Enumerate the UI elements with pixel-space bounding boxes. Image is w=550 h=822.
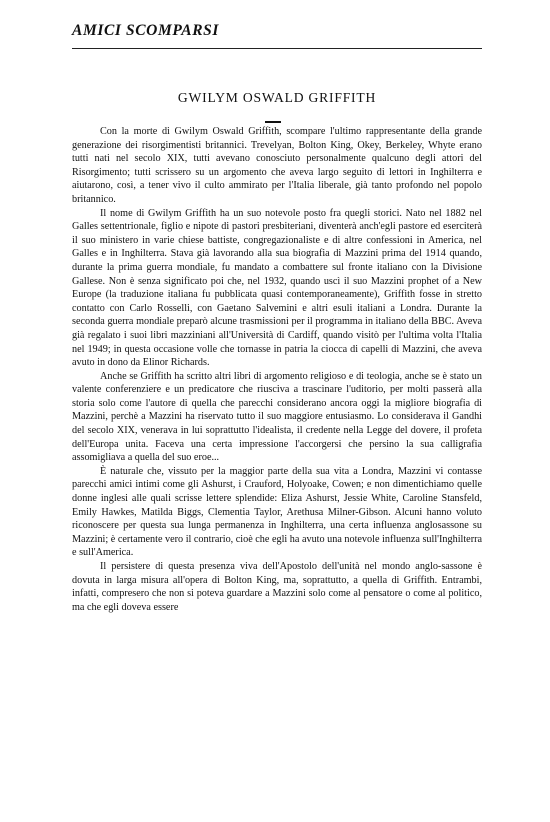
title-divider bbox=[265, 121, 281, 123]
article-body bbox=[72, 125, 482, 614]
article-title: GWILYM OSWALD GRIFFITH bbox=[177, 90, 377, 105]
section-header: AMICI SCOMPARSI bbox=[72, 22, 219, 39]
paragraph-1: Con la morte di Gwilym Oswald Griffith, scompare l'ultimo rappresentante della grande generazione dei risorgimentisti britannici. Trevelyan, Bolton King, Okey, Berkeley, Whyte erano tutti nati nel secolo XIX, tutti avevano conosciuto personalmente qualcuno degli attori del Risorgimento; tutti scrissero su un argomento che aveva largo seguito di lettori in Inghilterra e aiutarono, così, a tener vivo il culto ammirato per l'Italia liberale, già tanto profondo nel popolo britannico. bbox=[72, 126, 482, 205]
paragraph-5: Il persistere di questa presenza viva dell'Apostolo dell'unità nel mondo anglo-sassone è dovuta in larga misura all'opera di Bolton King, ma, soprattutto, a quella di Griffith. Entrambi, infatti, compresero che non si poteva guardare a Mazzini solo come al pensatore o come al politico, ma che egli doveva essere bbox=[72, 561, 482, 613]
paragraph-2: Il nome di Gwilym Griffith ha un suo notevole posto fra quegli storici. Nato nel 1882 nel Galles settentrionale, figlio e nipote di pastori presbiteriani, diventerà anch'egli pastore ed eserciterà il suo ministero in varie chiese battiste, congregazionaliste e di altre confessioni in America, nel Galles e in Inghilterra. Stava già lavorando alla sua biografia di Mazzini prima del 1914 quando, durante la prima guerra mondiale, fu mandato a combattere sul fronte italiano con la Divisione Gallese. Non è senza significato poi che, nel 1932, quando uscì il suo Mazzini prophet of a New Europe (la traduzione italiana fu pubblicata quasi contemporaneamente), Griffith fosse in stretto contatto con Carlo Rosselli, con Gaetano Salvemini e altri esuli italiani a Londra. Durante la seconda guerra mondiale preparò alcune trasmissioni per il programma in italiano della BBC. Aveva già regalato i suoi libri mazziniani all'Università di Cardiff, quando visitò per l'ultima volta l'Italia nel 1949; in questa occasione volle che tornasse in patria la ciocca di capelli di Mazzini, che aveva avuto in dono da Elinor Richards. bbox=[72, 207, 482, 369]
paragraph-3: Anche se Griffith ha scritto altri libri di argomento religioso e di teologia, anche se è stato un valente conferenziere e un predicatore che riusciva a trascinare l'uditorio, per molti passerà alla storia solo come l'autore di quella che parecchi considerano ancora oggi la migliore biografia di Mazzini, perchè a Mazzini ha riservato tutto il suo maggiore entusiasmo. Lo considerava il Gandhi del secolo XIX, venerava in lui soprattutto l'idealista, il credente nella Legge del dovere, il profeta dell'Europa unita. Faceva una certa impressione l'accorgersi che persino la sua calligrafia assomigliava a quella del suo eroe... bbox=[72, 370, 482, 464]
header-rule bbox=[72, 48, 482, 49]
paragraph-4: È naturale che, vissuto per la maggior parte della sua vita a Londra, Mazzini vi contasse parecchi amici intimi come gli Ashurst, i Crauford, Holyoake, Cowen; e non dimentichiamo quelle donne inglesi alle quali scrisse lettere splendide: Eliza Ashurst, Jessie White, Caroline Stansfeld, Emily Hawkes, Matilda Biggs, Clementia Taylor, Arethusa Milner-Gibson. Alcuni hanno voluto riconoscere per questa sua lunga permanenza in Inghilterra, una certa influenza anglosassone su Mazzini; è certamente vero il contrario, cioè che egli ha avuto una notevole influenza sull'Inghilterra e sull'America. bbox=[72, 465, 483, 559]
